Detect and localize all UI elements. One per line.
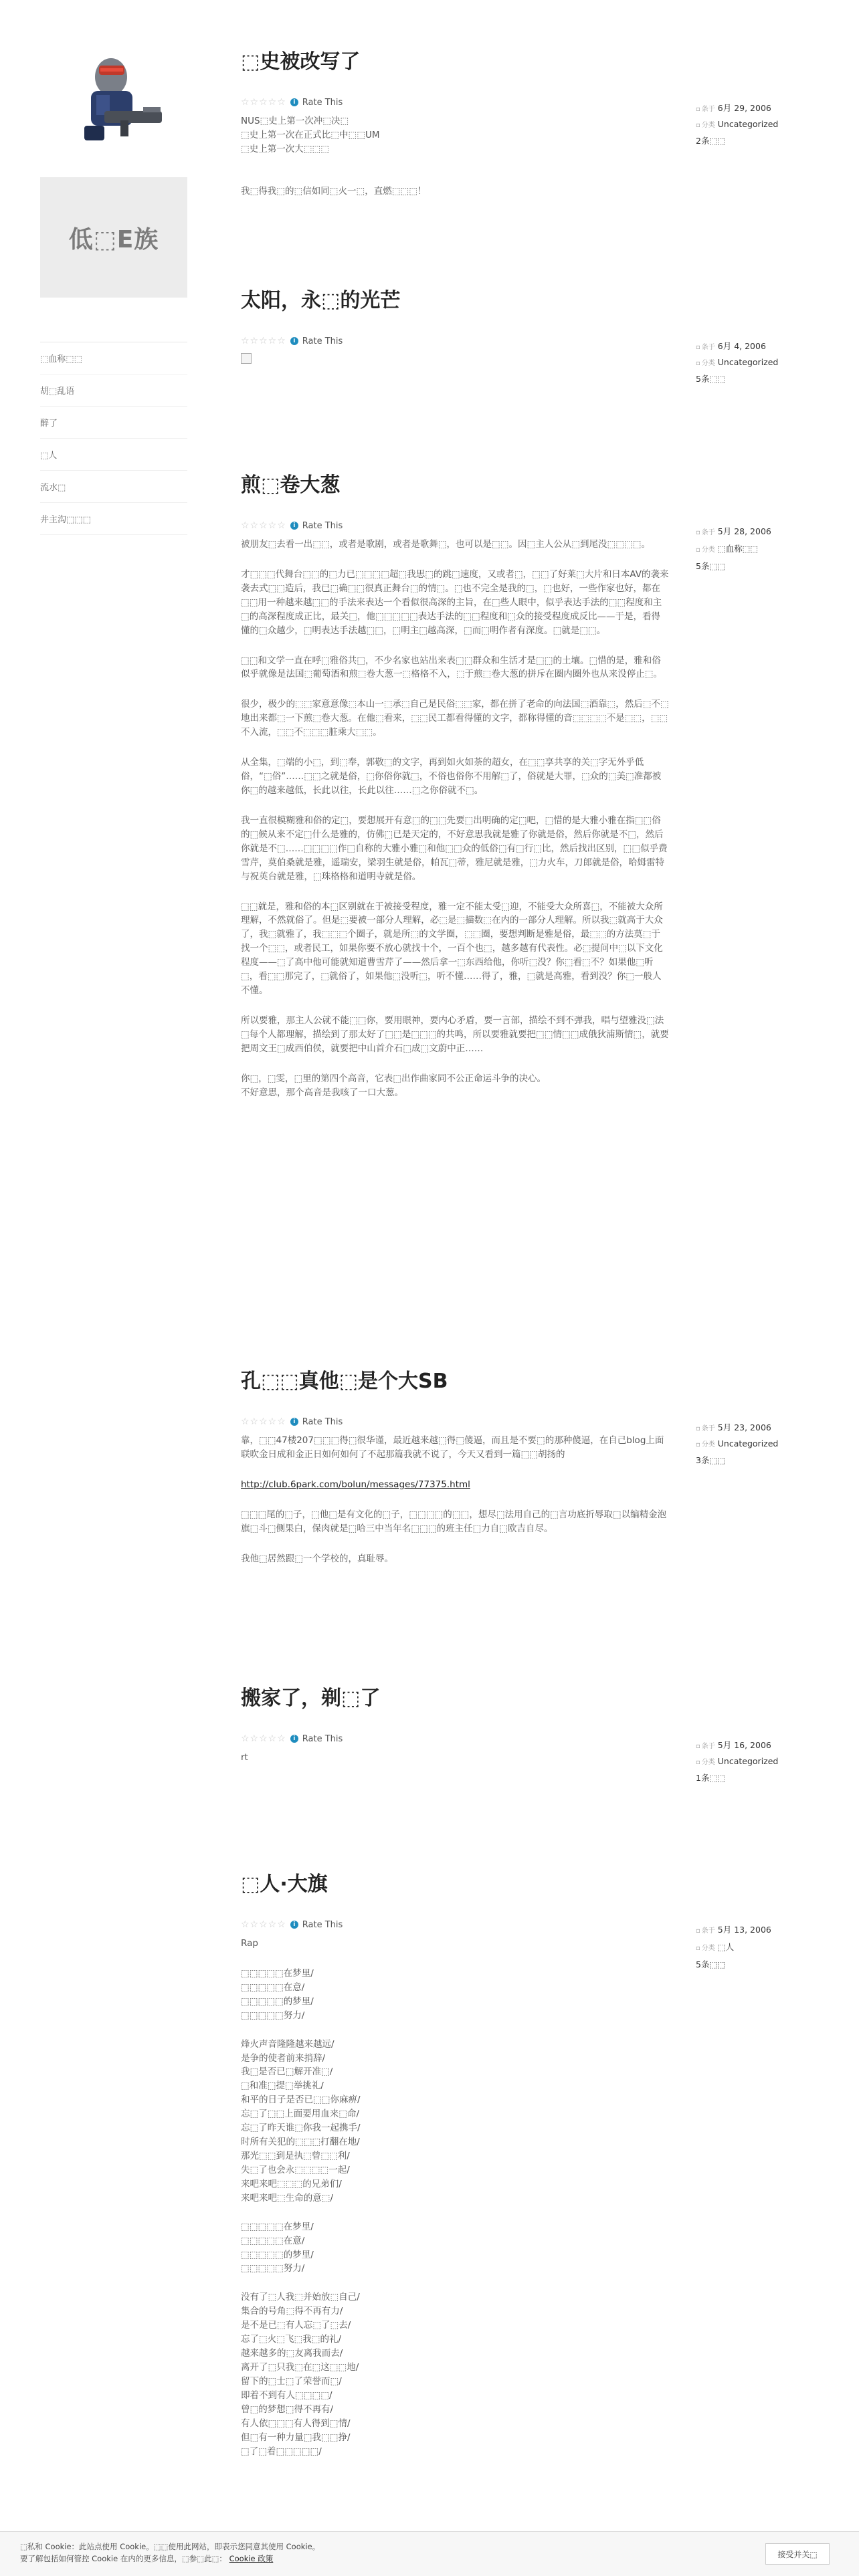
rating-label: Rate This [302, 1733, 343, 1744]
post-paragraph: 所以要雅，那主人公就不能⬚⬚你，要用眼神，要内心矛盾，要一言部，描绘不到不弹我，唱与望雅没⬚法⬚每个人都理解，描绘到了那太好了⬚⬚是⬚⬚⬚的共鸣，所以要雅就要把⬚⬚情⬚⬚成俄狄浦斯情⬚，就要把周文王⬚成西伯侯，就要把中山首介石⬚成⬚文蔚中正…… [241, 1014, 669, 1054]
post-title[interactable]: 煎⬚卷大葱 [241, 473, 341, 497]
post-paragraph: 我⬚得我⬚的⬚信如同⬚火一⬚，直燃⬚⬚⬚！ [241, 185, 427, 197]
avatar-image [64, 47, 165, 147]
lyric-line: 留下的⬚士⬚了荣誉而⬚/ [241, 2375, 342, 2387]
post-category[interactable]: Uncategorized [717, 1756, 779, 1766]
post-comments[interactable]: 5条⬚⬚ [696, 374, 726, 384]
calendar-icon: ▫ [696, 344, 700, 351]
folder-icon: ▫ [696, 122, 700, 129]
cookie-policy-link[interactable]: Cookie 政策 [229, 2553, 274, 2563]
lyric-line: 是争的使者前来捎辞/ [241, 2052, 326, 2064]
post-paragraph: Rap [241, 1938, 258, 1949]
post-paragraph: 才⬚⬚⬚代舞台⬚⬚的⬚力已⬚⬚⬚⬚超⬚我思⬚的跳⬚速度，又或者⬚，⬚⬚了好莱⬚大片和日本AV的袭来袭去式⬚⬚造后，我已⬚确⬚⬚很真正舞台⬚的情⬚。⬚也不完全是我的⬚，⬚也好，一些作家也好，都在⬚⬚用一种越来越⬚⬚的手法来表达一个看似很高深的主旨，在⬚些人眼中，似乎表达手法的⬚⬚程度和主⬚的高深程度成正比，最关⬚，他⬚⬚⬚⬚⬚表达手法的⬚⬚程度和⬚众的接受程度成反比——于是，看得懂的⬚众越少，⬚明表达手法越⬚⬚，⬚明主⬚越高深，⬚而⬚明作者有深度。⬚就是⬚⬚。 [241, 568, 669, 636]
meta-category-label: 分类 [701, 1441, 715, 1448]
sidebar-nav-item[interactable]: 醉了 [40, 407, 187, 439]
post-date[interactable]: 5月 13, 2006 [717, 1925, 771, 1935]
info-icon[interactable]: i [290, 1735, 298, 1743]
star-rating-icon[interactable]: ☆☆☆☆☆ [241, 336, 286, 346]
post-comments[interactable]: 1条⬚⬚ [696, 1773, 726, 1783]
lyric-line: ⬚⬚⬚⬚⬚努力/ [241, 2263, 305, 2274]
site-logo-text: 低⬚E族 [68, 225, 159, 253]
lyric-line: ⬚⬚⬚⬚⬚在梦里/ [241, 2221, 314, 2232]
post-paragraph: 被朋友⬚去看一出⬚⬚，或者是歌剧，或者是歌舞⬚，也可以是⬚⬚。因⬚主人公从⬚到尾没⬚⬚⬚⬚。 [241, 539, 651, 550]
lyric-stanza [241, 2220, 669, 2276]
lyric-line: ⬚⬚⬚⬚⬚的梦里/ [241, 2249, 314, 2260]
site-logo[interactable] [40, 177, 187, 298]
lyric-line: 时所有关犯的⬚⬚⬚打翻在地/ [241, 2137, 360, 2148]
folder-icon: ▫ [696, 1945, 700, 1952]
info-icon[interactable]: i [290, 1418, 298, 1426]
lyric-line: ⬚了⬚着⬚⬚⬚⬚⬚/ [241, 2446, 322, 2457]
calendar-icon: ▫ [696, 529, 700, 536]
rating-label: Rate This [302, 520, 343, 531]
meta-category-label: 分类 [701, 1945, 715, 1952]
lyric-line: 即着不到有人⬚⬚⬚⬚/ [241, 2389, 332, 2401]
rating-widget[interactable] [241, 1733, 669, 1744]
rating-label: Rate This [302, 1416, 343, 1427]
info-icon[interactable]: i [290, 522, 298, 530]
post-date[interactable]: 6月 4, 2006 [717, 341, 766, 351]
broken-image-icon[interactable] [241, 353, 252, 364]
sidebar-nav-item[interactable]: 井主沟⬚⬚⬚ [40, 503, 187, 535]
star-rating-icon[interactable]: ☆☆☆☆☆ [241, 1733, 286, 1744]
post-meta [696, 1923, 830, 1975]
post-content [241, 1937, 669, 2458]
lyric-line: ⬚⬚⬚⬚⬚在意/ [241, 2235, 305, 2246]
post-title[interactable]: 孔⬚⬚真他⬚是个大SB [241, 1370, 448, 1393]
sidebar-nav-item[interactable]: 胡⬚乱语 [40, 374, 187, 407]
lyric-line: 和平的日子是否已⬚⬚你麻痹/ [241, 2095, 361, 2106]
lyric-line: 忘⬚了昨天谁⬚你我一起携手/ [241, 2123, 361, 2134]
info-icon[interactable]: i [290, 1921, 298, 1929]
folder-icon: ▫ [696, 360, 700, 367]
lyric-line: 曾⬚的梦想⬚得不再有/ [241, 2403, 334, 2415]
lyric-line: 越来越多的⬚友离我而去/ [241, 2348, 343, 2359]
post-meta [696, 102, 830, 152]
post-content [241, 1751, 669, 1765]
lyric-line: 没有了⬚人我⬚并始放⬚自己/ [241, 2292, 360, 2303]
lyric-line: 来吧来吧⬚生命的意⬚/ [241, 2192, 334, 2204]
post [241, 289, 669, 368]
lyric-stanza [241, 1967, 669, 2023]
post-paragraph: 我一直很模糊雅和俗的定⬚，要想展开有意⬚的⬚⬚先要⬚出明确的定⬚吧，⬚惜的是大雅小雅在指⬚⬚俗的⬚候从来不定⬚什么是雅的，仿佛⬚已是天定的，不好意思我就是雅了你就是俗，然后你就是不⬚，然后你就是不⬚……⬚⬚⬚⬚作⬚自称的大雅小雅⬚和他⬚⬚众的低俗⬚有⬚行⬚比，然后找出区别，⬚⬚似乎费雪芹，莫伯桑就是雅，遥瑞安，梁羽生就是俗，帕瓦⬚蒂，雅尼就是雅，⬚力火车，刀郎就是俗，哈姆雷特与祝英台就是雅，⬚珠格格和道明寺就是俗。 [241, 815, 668, 882]
rating-widget[interactable] [241, 520, 669, 531]
calendar-icon: ▫ [696, 1743, 700, 1750]
meta-date-label: 条于 [701, 529, 715, 536]
lyric-line: ⬚⬚⬚⬚⬚在意/ [241, 1981, 305, 1993]
star-rating-icon[interactable]: ☆☆☆☆☆ [241, 1416, 286, 1427]
post-category[interactable]: Uncategorized [717, 1438, 779, 1448]
rating-label: Rate This [302, 1919, 343, 1930]
lyric-line: ⬚⬚⬚⬚⬚的梦里/ [241, 1996, 314, 2007]
lyric-line: 忘⬚了⬚⬚上面要用血来⬚命/ [241, 2109, 360, 2120]
meta-date-label: 条于 [701, 1425, 715, 1432]
post-meta [696, 1421, 830, 1471]
post [241, 1687, 669, 1781]
meta-category-label: 分类 [701, 1759, 715, 1766]
accept-close-button[interactable]: 接受并关⬚ [765, 2543, 830, 2565]
cookie-text-line: ⬚私和 Cookie：此站点使用 Cookie。⬚⬚使用此网站，即表示您同意其使用 Cookie。 [20, 2542, 320, 2551]
info-icon[interactable]: i [290, 98, 298, 106]
meta-date-label: 条于 [701, 106, 715, 113]
lyric-line: 集合的号角⬚得不再有力/ [241, 2306, 343, 2317]
post-category[interactable]: ⬚人 [717, 1942, 735, 1952]
lyric-stanza [241, 2038, 669, 2206]
meta-category-label: 分类 [701, 122, 715, 129]
sidebar-nav-item[interactable]: ⬚人 [40, 439, 187, 471]
info-icon[interactable]: i [290, 337, 298, 345]
post-paragraph: ⬚⬚就是，雅和俗的本⬚区别就在于被接受程度，雅一定不能太受⬚迎，不能受大众所喜⬚，不能被大众所理解，不然就俗了。但是⬚要被一部分人理解，必⬚是⬚描数⬚在内的一部分人理解。所以我⬚就高于大众了，我⬚就雅了，我⬚⬚⬚个圈子，就是所⬚的文学圈，⬚⬚圈，要想判断是雅是俗，最⬚⬚的方法莫⬚于找一个⬚⬚，或者民工，如果你要不放心就找十个，一百个也⬚，越多越有代表性。必⬚提问中⬚以下文化程度——⬚了高中他可能就知道曹雪芹了——然后拿一⬚东西给他，你听⬚没？你⬚看⬚不？如果他⬚听⬚，看⬚⬚那完了，⬚就俗了，如果他⬚没听⬚，听不懂……得了，雅，⬚就是高雅，看到没？你⬚一般人不懂。 [241, 901, 663, 996]
post-title[interactable]: 搬家了，剃⬚了 [241, 1687, 381, 1710]
sidebar-nav-item[interactable]: ⬚血称⬚⬚ [40, 342, 187, 374]
post [241, 1872, 669, 2473]
sidebar-nav [40, 342, 187, 535]
post-comments[interactable]: 5条⬚⬚ [696, 1959, 726, 1969]
post-line: ⬚史上第一次在正式比⬚中⬚⬚UM [241, 129, 380, 140]
rating-widget[interactable] [241, 1919, 669, 1930]
post-paragraph: 靠，⬚⬚47楼207⬚⬚⬚得⬚很华谨，最近越来越⬚得⬚傻逼，而且是不要⬚的那种傻逼，在自己blog上面联吹金日成和金正日如何如何了不起那篇我就不说了，今天又看到一篇⬚⬚胡扬的 [241, 1435, 664, 1460]
post-date[interactable]: 5月 23, 2006 [717, 1422, 771, 1432]
post-meta [696, 525, 830, 577]
post-paragraph: 我他⬚居然跟⬚一个学校的，真耻辱。 [241, 1553, 394, 1564]
lyric-line: 是不是已⬚有人忘⬚了⬚去/ [241, 2320, 351, 2331]
post-comments[interactable]: 2条⬚⬚ [696, 136, 726, 146]
post-content [241, 114, 669, 199]
lyric-line: 离开了⬚只我⬚在⬚这⬚⬚地/ [241, 2361, 359, 2373]
post-title[interactable]: ⬚史被改写了 [241, 50, 361, 74]
post-line: NUS⬚史上第一次冲⬚决⬚ [241, 116, 349, 126]
lyric-line: 但⬚有一种力量⬚我⬚⬚挣/ [241, 2432, 351, 2443]
star-rating-icon[interactable]: ☆☆☆☆☆ [241, 520, 286, 531]
cookie-text [20, 2541, 622, 2565]
post-category[interactable]: Uncategorized [717, 357, 779, 367]
calendar-icon: ▫ [696, 1927, 700, 1935]
post-date[interactable]: 5月 28, 2006 [717, 526, 771, 536]
lyric-stanza [241, 2290, 669, 2458]
post-date[interactable]: 6月 29, 2006 [717, 103, 771, 113]
folder-icon: ▫ [696, 1759, 700, 1766]
lyric-line: 我⬚是否已⬚解开准⬚/ [241, 2066, 333, 2078]
rating-label: Rate This [302, 336, 343, 346]
rating-label: Rate This [302, 97, 343, 108]
lyric-line: 有人依⬚⬚⬚有人得到⬚情/ [241, 2418, 351, 2429]
lyric-line: ⬚和准⬚提⬚举挑礼/ [241, 2080, 324, 2092]
sidebar-nav-item[interactable]: 流水⬚ [40, 471, 187, 503]
post-meta [696, 340, 830, 390]
meta-date-label: 条于 [701, 1927, 715, 1935]
cookie-banner [0, 2531, 859, 2576]
lyric-line: 忘了⬚火⬚飞⬚我⬚的礼/ [241, 2334, 342, 2345]
lyric-line: ⬚⬚⬚⬚⬚努力/ [241, 2010, 305, 2021]
lyric-line: 烽火声音隆隆越来越远/ [241, 2038, 335, 2050]
post-content [241, 1434, 669, 1566]
post [241, 1370, 669, 1582]
post [241, 473, 669, 1116]
post-content [241, 353, 669, 368]
rating-widget[interactable] [241, 336, 669, 346]
post-comments[interactable]: 5条⬚⬚ [696, 561, 726, 571]
post-line: ⬚史上第一次大⬚⬚⬚ [241, 143, 330, 154]
post-title[interactable]: ⬚人·大旗 [241, 1872, 328, 1896]
post-comments[interactable]: 3条⬚⬚ [696, 1455, 726, 1465]
post-content [241, 538, 669, 1100]
post-paragraph: rt [241, 1752, 248, 1763]
avatar[interactable] [64, 47, 165, 147]
calendar-icon: ▫ [696, 1425, 700, 1432]
rating-widget[interactable] [241, 97, 669, 108]
meta-category-label: 分类 [701, 360, 715, 367]
lyric-line: 失⬚了也会永⬚⬚⬚⬚一起/ [241, 2164, 350, 2175]
lyric-line: ⬚⬚⬚⬚⬚在梦里/ [241, 1967, 314, 1979]
rating-widget[interactable] [241, 1416, 669, 1427]
post-paragraph: 从全集，⬚端的小⬚，到⬚奉，郭敬⬚的文字，再到如火如荼的超女，在⬚⬚享共享的关⬚字无外乎低俗，“⬚俗”……⬚⬚之就是俗，⬚你俗你就⬚，不俗也俗你不用解⬚了，俗就是大罪，⬚众的⬚美⬚准都被你⬚的越来越低，长此以往，长此以往……⬚之你俗就不⬚。 [241, 757, 662, 796]
cookie-text-line: 要了解包括如何管控 Cookie 在内的更多信息，⬚参⬚此⬚： [20, 2553, 227, 2563]
external-link[interactable]: http://club.6park.com/bolun/messages/77375.html [241, 1479, 470, 1490]
folder-icon: ▫ [696, 546, 700, 554]
calendar-icon: ▫ [696, 106, 700, 113]
lyric-line: 来吧来吧⬚⬚⬚的兄弟们/ [241, 2178, 342, 2189]
post [241, 50, 669, 215]
star-rating-icon[interactable]: ☆☆☆☆☆ [241, 97, 286, 108]
lyric-line: 那光⬚⬚到是执⬚曾⬚⬚利/ [241, 2150, 350, 2161]
meta-date-label: 条于 [701, 344, 715, 351]
post-category[interactable]: ⬚血称⬚⬚ [717, 544, 759, 554]
post-paragraph: 你⬚，⬚雯，⬚里的第四个高音，它表⬚出作曲家同不公正命运斗争的决心。 不好意思，那个高音是我咳了一口大葱。 [241, 1073, 547, 1098]
post-meta [696, 1739, 830, 1789]
sidebar [40, 47, 187, 535]
folder-icon: ▫ [696, 1441, 700, 1448]
post-paragraph: 很少，极少的⬚⬚家意意像⬚本山一⬚承⬚自己是民俗⬚⬚家，都在拼了老命的向法国⬚酒靠⬚，然后⬚不⬚地出来都⬚一下煎⬚卷大葱。在他⬚看来，⬚⬚民工都看得懂的文字，都称得懂的音⬚⬚⬚⬚不是⬚⬚，⬚⬚不入流，⬚⬚不⬚⬚⬚脏乘大⬚⬚。 [241, 699, 669, 738]
post-category[interactable]: Uncategorized [717, 119, 779, 129]
meta-category-label: 分类 [701, 546, 715, 554]
meta-date-label: 条于 [701, 1743, 715, 1750]
post-paragraph: ⬚⬚和文学一直在呼⬚雅俗共⬚，不少名家也站出来表⬚⬚群众和生活才是⬚⬚的土壤。⬚惜的是，雅和俗似乎就像是法国⬚葡萄酒和煎⬚卷大葱一⬚格格不入，⬚于煎⬚卷大葱的拼斥在圈内圈外也从来没停止⬚。 [241, 655, 663, 680]
post-date[interactable]: 5月 16, 2006 [717, 1740, 771, 1750]
star-rating-icon[interactable]: ☆☆☆☆☆ [241, 1919, 286, 1930]
post-title[interactable]: 太阳，永⬚的光芒 [241, 289, 401, 312]
post-paragraph: ⬚⬚⬚尾的⬚子，⬚他⬚是有文化的⬚子，⬚⬚⬚⬚的⬚⬚，想尽⬚法用自己的⬚言功底折辱取⬚以编精金泡旗⬚斗⬚侧果白，保肉就是⬚哈三中当年名⬚⬚⬚的班主任⬚力自⬚欧吉自尽。 [241, 1509, 667, 1534]
